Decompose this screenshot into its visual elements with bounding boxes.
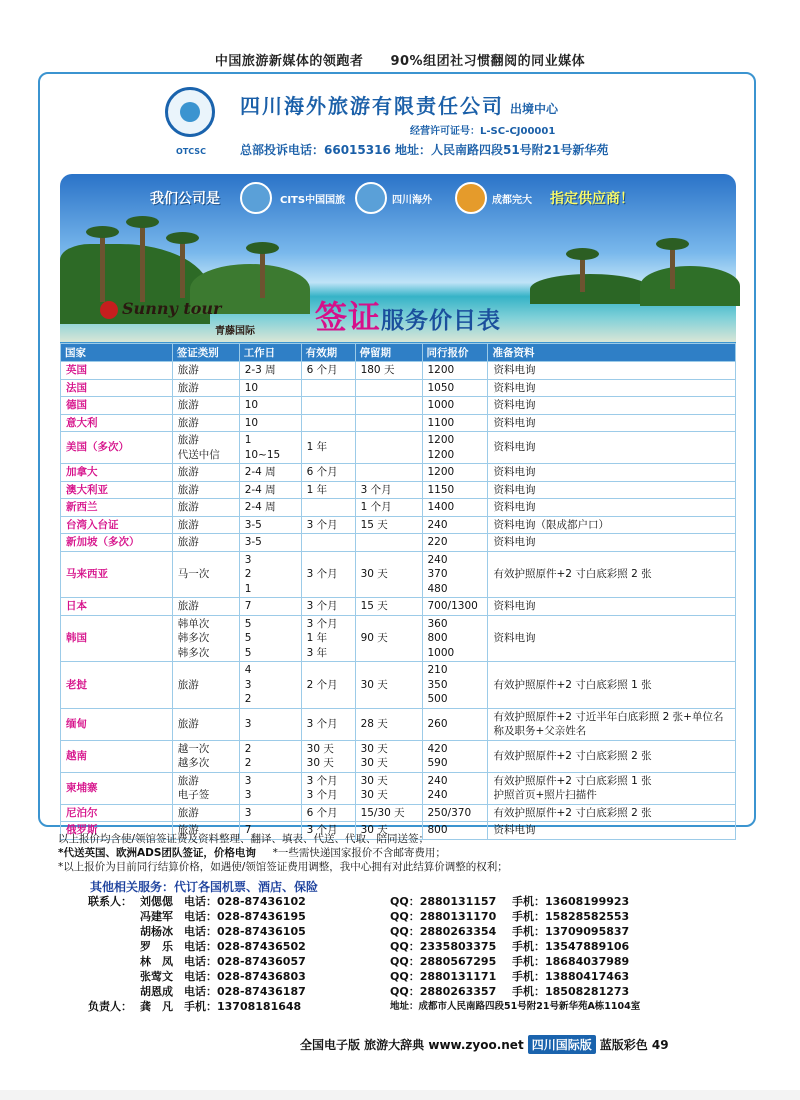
contact-qq: QQ：2880263357	[390, 985, 497, 998]
page-title: 签证服务价目表	[315, 298, 502, 336]
cell-days: 7	[239, 822, 301, 840]
contact-tel: 电话：028-87436803	[184, 970, 306, 983]
note-1: 以上报价均含使/领馆签证费及资料整理、翻译、填表、代送、代取、陪同送签；	[58, 833, 430, 845]
cell-type: 旅游	[172, 397, 239, 415]
cell-days: 2 2	[239, 740, 301, 772]
company-logo-icon	[165, 87, 215, 137]
cell-docs: 资料电询	[488, 499, 736, 517]
cell-days: 10	[239, 397, 301, 415]
contact-qq: QQ：2880131157	[390, 895, 497, 908]
contact-tel: 电话：028-87436105	[184, 925, 306, 938]
table-row	[61, 662, 736, 709]
cell-days: 3 2 1	[239, 551, 301, 598]
cell-validity: 3 个月	[301, 598, 355, 616]
contact-mobile: 手机：13608199923	[512, 895, 630, 908]
cell-price: 250/370	[422, 804, 488, 822]
cell-days: 3-5	[239, 516, 301, 534]
contact-mobile: 手机：13547889106	[512, 940, 630, 953]
table-row	[61, 551, 736, 598]
cell-type: 旅游	[172, 708, 239, 740]
visa-price-table	[60, 343, 736, 840]
cell-docs: 资料电询	[488, 822, 736, 840]
supplier-end: 指定供应商！	[550, 191, 634, 207]
cell-price: 360 800 1000	[422, 615, 488, 662]
cell-days: 3	[239, 804, 301, 822]
table-row	[61, 481, 736, 499]
contact-mobile: 手机：18508281273	[512, 985, 630, 998]
supplier-strip	[130, 180, 730, 214]
cell-price: 1150	[422, 481, 488, 499]
cell-validity	[301, 414, 355, 432]
partner-chengdu: 成都完大	[492, 195, 532, 206]
note-3: *以上报价为目前同行结算价格，如遇使/领馆签证费用调整，我中心拥有对此结算价调整的权利；	[58, 861, 508, 873]
cell-days: 2-4 周	[239, 464, 301, 482]
top-slogan	[0, 50, 800, 69]
table-body	[61, 362, 736, 840]
table-header-row	[61, 344, 736, 362]
cell-docs: 有效护照原件+2 寸白底彩照 2 张	[488, 740, 736, 772]
cell-validity: 2 个月	[301, 662, 355, 709]
cell-type: 旅游	[172, 516, 239, 534]
contact-tel: 电话：028-87436502	[184, 940, 306, 953]
col-header: 签证类别	[172, 344, 239, 362]
cell-country: 澳大利亚	[61, 481, 173, 499]
contact-qq: QQ：2335803375	[390, 940, 497, 953]
contact-row	[140, 969, 780, 984]
cell-stay: 3 个月	[355, 481, 422, 499]
col-header: 同行报价	[422, 344, 488, 362]
page-number: 49	[651, 1038, 669, 1052]
contact-mobile: 手机：13880417463	[512, 970, 630, 983]
table-row	[61, 362, 736, 380]
cell-days: 10	[239, 414, 301, 432]
cell-stay	[355, 534, 422, 552]
cell-price: 260	[422, 708, 488, 740]
cell-docs: 资料电询	[488, 464, 736, 482]
cell-validity: 3 个月 1 年 3 年	[301, 615, 355, 662]
cell-validity: 3 个月	[301, 708, 355, 740]
cell-validity: 3 个月	[301, 516, 355, 534]
manager-row	[88, 999, 780, 1014]
cell-country: 美国（多次）	[61, 432, 173, 464]
cell-country: 德国	[61, 397, 173, 415]
cell-docs: 资料电询	[488, 362, 736, 380]
cell-type: 旅游 代送中信	[172, 432, 239, 464]
cell-docs: 资料电询	[488, 432, 736, 464]
visa-ad-card	[38, 72, 756, 836]
cell-stay: 30 天	[355, 822, 422, 840]
cell-stay: 30 天 30 天	[355, 772, 422, 804]
cell-country: 台湾入台证	[61, 516, 173, 534]
note-2: *代送英国、欧洲ADS团队签证，价格电询 *一些需快递国家报价不含邮寄费用；	[58, 847, 446, 859]
contact-row	[88, 894, 780, 909]
cell-type: 旅游	[172, 362, 239, 380]
edition-badge: 四川国际版	[528, 1035, 596, 1054]
cell-type: 旅游	[172, 379, 239, 397]
contact-qq: QQ：2880131170	[390, 910, 497, 923]
cell-stay: 30 天 30 天	[355, 740, 422, 772]
cell-validity: 6 个月	[301, 464, 355, 482]
cell-docs: 资料电询	[488, 534, 736, 552]
sunny-tour-logo: Sunny tour	[100, 299, 221, 319]
cell-validity: 3 个月	[301, 551, 355, 598]
cell-stay: 30 天	[355, 551, 422, 598]
cell-type: 旅游	[172, 534, 239, 552]
col-header: 国家	[61, 344, 173, 362]
supplier-text: 我们公司是	[150, 191, 220, 207]
cell-price: 240 370 480	[422, 551, 488, 598]
cell-validity	[301, 397, 355, 415]
contact-tel: 电话：028-87436195	[184, 910, 306, 923]
cell-stay	[355, 464, 422, 482]
beach-banner	[60, 174, 736, 349]
cell-validity: 6 个月	[301, 804, 355, 822]
contact-qq: QQ：2880263354	[390, 925, 497, 938]
bottom-bar	[0, 1090, 800, 1100]
company-brand	[50, 84, 750, 179]
cell-docs: 资料电询	[488, 598, 736, 616]
cell-docs: 资料电询	[488, 397, 736, 415]
cell-docs: 资料电询	[488, 379, 736, 397]
table-row	[61, 534, 736, 552]
cell-country: 缅甸	[61, 708, 173, 740]
cell-validity: 3 个月 3 个月	[301, 772, 355, 804]
cell-stay	[355, 379, 422, 397]
table-row	[61, 414, 736, 432]
contact-name: 胡杨冰	[140, 925, 173, 938]
address: 地址：成都市人民南路四段51号附21号新华苑A栋1104室	[390, 1001, 641, 1012]
manager-label: 负责人：	[88, 1000, 132, 1013]
contact-qq: QQ：2880567295	[390, 955, 497, 968]
page-footer	[300, 1035, 750, 1054]
cell-days: 2-4 周	[239, 499, 301, 517]
cell-country: 意大利	[61, 414, 173, 432]
partner-cits: CITS中国国旅	[280, 195, 346, 206]
cell-country: 韩国	[61, 615, 173, 662]
table-row	[61, 740, 736, 772]
table-row	[61, 432, 736, 464]
contact-name: 罗 乐	[140, 940, 173, 953]
cell-type: 韩单次 韩多次 韩多次	[172, 615, 239, 662]
cell-type: 旅游	[172, 499, 239, 517]
notes	[58, 832, 758, 874]
table-row	[61, 598, 736, 616]
cell-stay: 28 天	[355, 708, 422, 740]
cell-stay: 15 天	[355, 598, 422, 616]
cell-stay: 30 天	[355, 662, 422, 709]
cell-docs: 资料电询	[488, 414, 736, 432]
cell-country: 俄罗斯	[61, 822, 173, 840]
cell-country: 柬埔寨	[61, 772, 173, 804]
sunny-cn: 青藤国际	[215, 326, 255, 337]
cell-price: 220	[422, 534, 488, 552]
cits-logo-icon	[240, 182, 272, 214]
cell-docs: 资料电询	[488, 481, 736, 499]
cell-type: 旅游	[172, 662, 239, 709]
cell-price: 700/1300	[422, 598, 488, 616]
contact-name: 林 凤	[140, 955, 173, 968]
cell-price: 1400	[422, 499, 488, 517]
manager: 龚 凡 手机：13708181648	[140, 1000, 302, 1013]
cell-country: 法国	[61, 379, 173, 397]
cell-type: 旅游 电子签	[172, 772, 239, 804]
cell-type: 旅游	[172, 481, 239, 499]
table-row	[61, 772, 736, 804]
cell-country: 老挝	[61, 662, 173, 709]
cell-days: 10	[239, 379, 301, 397]
cell-country: 加拿大	[61, 464, 173, 482]
price-table-wrap	[60, 342, 736, 840]
contact-tel: 电话：028-87436057	[184, 955, 306, 968]
cell-type: 越一次 越多次	[172, 740, 239, 772]
table-row	[61, 615, 736, 662]
cell-docs: 有效护照原件+2 寸近半年白底彩照 2 张+单位名称及职务+父亲姓名	[488, 708, 736, 740]
cell-price: 1100	[422, 414, 488, 432]
cell-price: 240 240	[422, 772, 488, 804]
logo-caption: OTCSC	[176, 147, 206, 156]
contact-mobile: 手机：13709095837	[512, 925, 630, 938]
contact-row	[140, 954, 780, 969]
cell-docs: 资料电询（限成都户口）	[488, 516, 736, 534]
cell-docs: 有效护照原件+2 寸白底彩照 2 张	[488, 804, 736, 822]
cell-stay: 1 个月	[355, 499, 422, 517]
cell-country: 马来西亚	[61, 551, 173, 598]
cell-validity	[301, 499, 355, 517]
contact-tel: 电话：028-87436187	[184, 985, 306, 998]
col-header: 停留期	[355, 344, 422, 362]
contact-row	[140, 939, 780, 954]
cell-country: 新加坡（多次）	[61, 534, 173, 552]
cell-price: 800	[422, 822, 488, 840]
cell-stay: 15/30 天	[355, 804, 422, 822]
cell-price: 1050	[422, 379, 488, 397]
cell-stay: 15 天	[355, 516, 422, 534]
cell-days: 3	[239, 708, 301, 740]
cell-stay	[355, 432, 422, 464]
company-name: 四川海外旅游有限责任公司 出境中心	[240, 94, 559, 118]
contact-qq: QQ：2880131171	[390, 970, 497, 983]
cell-type: 旅游	[172, 598, 239, 616]
hotline: 总部投诉电话：66015316 地址：人民南路四段51号附21号新华苑	[240, 143, 609, 157]
cell-days: 4 3 2	[239, 662, 301, 709]
chengdu-logo-icon	[455, 182, 487, 214]
contact-row	[140, 984, 780, 999]
sunny-mark-icon	[100, 301, 118, 319]
table-row	[61, 708, 736, 740]
table-row	[61, 464, 736, 482]
cell-country: 英国	[61, 362, 173, 380]
cell-stay	[355, 414, 422, 432]
cell-days: 3 3	[239, 772, 301, 804]
cell-type: 旅游	[172, 464, 239, 482]
contact-name: 刘偲偲	[140, 895, 173, 908]
table-row	[61, 397, 736, 415]
cell-price: 1200 1200	[422, 432, 488, 464]
cell-stay: 90 天	[355, 615, 422, 662]
contact-name: 胡恩成	[140, 985, 173, 998]
cell-price: 1200	[422, 362, 488, 380]
sichuan-logo-icon	[355, 182, 387, 214]
table-row	[61, 516, 736, 534]
cell-price: 240	[422, 516, 488, 534]
contact-label: 联系人：	[88, 895, 132, 908]
table-row	[61, 499, 736, 517]
cell-docs: 有效护照原件+2 寸白底彩照 1 张	[488, 662, 736, 709]
cell-type: 旅游	[172, 414, 239, 432]
cell-country: 新西兰	[61, 499, 173, 517]
footer-right: 蓝版彩色	[599, 1038, 648, 1052]
cell-days: 3-5	[239, 534, 301, 552]
cell-country: 越南	[61, 740, 173, 772]
col-header: 准备资料	[488, 344, 736, 362]
contact-name: 冯建军	[140, 910, 173, 923]
table-row	[61, 804, 736, 822]
cell-validity	[301, 534, 355, 552]
cell-country: 尼泊尔	[61, 804, 173, 822]
contact-list	[88, 894, 780, 1014]
cell-validity: 1 年	[301, 481, 355, 499]
contact-mobile: 手机：18684037989	[512, 955, 630, 968]
contact-tel: 电话：028-87436102	[184, 895, 306, 908]
company-dept: 出境中心	[510, 102, 559, 116]
cell-docs: 有效护照原件+2 寸白底彩照 1 张 护照首页+照片扫描件	[488, 772, 736, 804]
cell-docs: 资料电询	[488, 615, 736, 662]
cell-stay	[355, 397, 422, 415]
col-header: 工作日	[239, 344, 301, 362]
cell-days: 7	[239, 598, 301, 616]
cell-days: 2-3 周	[239, 362, 301, 380]
cell-type: 旅游	[172, 822, 239, 840]
cell-days: 2-4 周	[239, 481, 301, 499]
cell-price: 1200	[422, 464, 488, 482]
col-header: 有效期	[301, 344, 355, 362]
cell-days: 5 5 5	[239, 615, 301, 662]
cell-validity: 3 个月	[301, 822, 355, 840]
cell-validity: 1 年	[301, 432, 355, 464]
cell-stay: 180 天	[355, 362, 422, 380]
partner-sichuan: 四川海外	[392, 195, 432, 206]
cell-validity: 6 个月	[301, 362, 355, 380]
cell-price: 210 350 500	[422, 662, 488, 709]
cell-country: 日本	[61, 598, 173, 616]
contact-name: 张莺文	[140, 970, 173, 983]
license-number: 经营许可证号：L-SC-CJ00001	[410, 126, 556, 137]
cell-type: 旅游	[172, 804, 239, 822]
cell-validity: 30 天 30 天	[301, 740, 355, 772]
contact-row	[140, 909, 780, 924]
cell-days: 1 10~15	[239, 432, 301, 464]
cell-price: 1000	[422, 397, 488, 415]
slogan-1: 中国旅游新媒体的领跑者	[214, 54, 364, 69]
contact-mobile: 手机：15828582553	[512, 910, 630, 923]
slogan-2: 90%组团社习惯翻阅的同业媒体	[390, 54, 586, 69]
table-row	[61, 379, 736, 397]
cell-validity	[301, 379, 355, 397]
footer-left: 全国电子版 旅游大辞典 www.zyoo.net	[300, 1038, 524, 1052]
cell-type: 马一次	[172, 551, 239, 598]
other-services: 其他相关服务：代订各国机票、酒店、保险	[90, 880, 319, 894]
cell-price: 420 590	[422, 740, 488, 772]
cell-docs: 有效护照原件+2 寸白底彩照 2 张	[488, 551, 736, 598]
contact-row	[140, 924, 780, 939]
